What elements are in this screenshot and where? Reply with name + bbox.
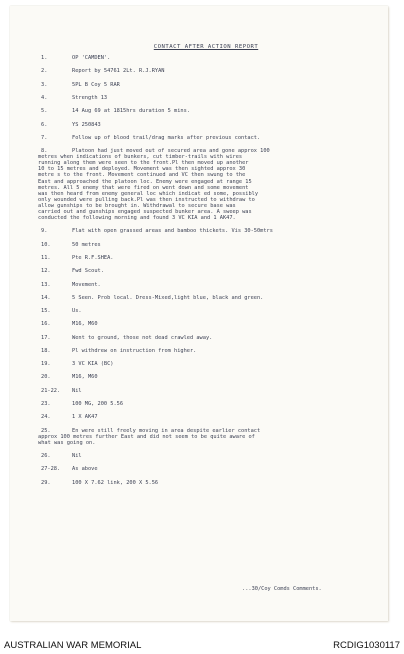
item-text: 1 X AK47 bbox=[72, 414, 98, 421]
item-text: Us. bbox=[72, 308, 82, 315]
report-item bbox=[38, 255, 374, 261]
item-text: 5 Seen. Prob local. Dress-Mixed,light blue, black and green. bbox=[72, 294, 264, 301]
item-text: Nil bbox=[72, 453, 82, 460]
report-item bbox=[38, 228, 374, 234]
item-text: 5PL B Coy 5 RAR bbox=[72, 81, 120, 88]
archive-footer bbox=[0, 636, 404, 654]
item-number: 25. bbox=[41, 427, 51, 434]
item-text: Platoon had just moved out of secured area and gone approx 100 metres when indications of bunkers, cut timber-trails with wires running along them were seen to the front.Pl then moved up another 10 to 15 metres and deployed. Movement was then sighted approx 30 metre s to the front. Movement continued and VC then swung to the East and approached the platoon loc. Enemy were engaged at range 15 metres. All 5 enemy that were fired on went down and some movement was then heard from enemy general loc which indicat ed some, possibly only wounded were pulling back.Pl was then instructed to withdraw to allow gunships to be brought in. Withdrawal to secure base was carried out and gunships engaged suspected bunker area. A sweep was conducted the following morning and found 3 VC KIA and 1 AK47. bbox=[38, 148, 270, 222]
item-number: 8. bbox=[41, 148, 48, 155]
item-text: Report by 54761 2Lt. R.J.RYAN bbox=[72, 68, 165, 75]
item-number: 4. bbox=[41, 94, 48, 101]
report-item bbox=[38, 361, 374, 367]
item-text: 100 MG, 200 5.56 bbox=[72, 401, 124, 408]
report-item bbox=[38, 401, 374, 407]
item-number: 15. bbox=[41, 308, 51, 315]
closing-note: ...30/Coy Comds Comments. bbox=[242, 586, 322, 592]
report-item bbox=[38, 414, 374, 420]
report-item bbox=[38, 268, 374, 274]
report-item bbox=[38, 308, 374, 314]
item-number: 9. bbox=[41, 228, 48, 235]
item-text: Nil bbox=[72, 387, 82, 394]
report-item bbox=[38, 122, 374, 128]
report-item bbox=[38, 108, 374, 114]
item-text: OP 'CAMDEN'. bbox=[72, 55, 111, 62]
report-item bbox=[38, 242, 374, 248]
item-text: Flat with open grassed areas and bamboo thickets. Vis 30-50mtrs bbox=[72, 228, 273, 235]
item-text: 14 Aug 69 at 1815hrs duration 5 mins. bbox=[72, 108, 190, 115]
report-item bbox=[38, 453, 374, 459]
item-number: 26. bbox=[41, 453, 51, 460]
report-item bbox=[38, 374, 374, 380]
report-title: CONTACT AFTER ACTION REPORT bbox=[153, 44, 259, 50]
item-number: 2. bbox=[41, 68, 48, 75]
item-text: YS 250843 bbox=[72, 121, 101, 128]
report-item-8 bbox=[38, 148, 374, 221]
item-number: 21-22. bbox=[41, 387, 61, 394]
item-number: 16. bbox=[41, 321, 51, 328]
item-text: Pte R.F.SHEA. bbox=[72, 254, 114, 261]
report-items-3 bbox=[38, 453, 374, 486]
report-item bbox=[38, 68, 374, 74]
item-number: 12. bbox=[41, 268, 51, 275]
item-text: Strength 13 bbox=[72, 94, 108, 101]
item-number: 10. bbox=[41, 241, 51, 248]
item-number: 19. bbox=[41, 361, 51, 368]
item-number: 24. bbox=[41, 414, 51, 421]
item-number: 27-28. bbox=[41, 466, 61, 473]
item-number: 3. bbox=[41, 81, 48, 88]
item-number: 18. bbox=[41, 347, 51, 354]
item-text: Fwd Scout. bbox=[72, 268, 104, 275]
item-text: M16, M60 bbox=[72, 321, 98, 328]
footer-institution: AUSTRALIAN WAR MEMORIAL bbox=[4, 639, 142, 651]
item-text: Pl withdrew on instruction from higher. bbox=[72, 347, 197, 354]
report-item bbox=[38, 295, 374, 301]
report-items-1 bbox=[38, 55, 374, 141]
report-item bbox=[38, 95, 374, 101]
item-number: 17. bbox=[41, 334, 51, 341]
item-number: 11. bbox=[41, 254, 51, 261]
item-number: 29. bbox=[41, 479, 51, 486]
item-text: Movement. bbox=[72, 281, 101, 288]
item-number: 6. bbox=[41, 121, 48, 128]
report-item bbox=[38, 321, 374, 327]
report-item bbox=[38, 82, 374, 88]
report-body bbox=[38, 44, 374, 493]
report-item bbox=[38, 282, 374, 288]
item-text: En were still freely moving in area despite earlier contact approx 100 metres further East and did not seem to be quite aware of what was going on. bbox=[38, 427, 261, 446]
report-item bbox=[38, 348, 374, 354]
item-number: 13. bbox=[41, 281, 51, 288]
item-text: M16, M60 bbox=[72, 374, 98, 381]
report-item bbox=[38, 466, 374, 472]
footer-reference-id: RCDIG1030117 bbox=[333, 639, 400, 651]
item-number: 23. bbox=[41, 401, 51, 408]
item-text: 3 VC KIA (BC) bbox=[72, 361, 114, 368]
item-number: 7. bbox=[41, 134, 48, 141]
item-text: 50 metres bbox=[72, 241, 101, 248]
document-page bbox=[10, 6, 388, 621]
report-items-2 bbox=[38, 228, 374, 420]
report-item-25 bbox=[38, 428, 374, 446]
report-item bbox=[38, 55, 374, 61]
item-number: 1. bbox=[41, 55, 48, 62]
report-item bbox=[38, 335, 374, 341]
item-text: 100 X 7.62 link, 200 X 5.56 bbox=[72, 479, 159, 486]
item-number: 14. bbox=[41, 294, 51, 301]
item-text: As above bbox=[72, 466, 98, 473]
item-number: 20. bbox=[41, 374, 51, 381]
report-item bbox=[38, 388, 374, 394]
item-number: 5. bbox=[41, 108, 48, 115]
report-item bbox=[38, 480, 374, 486]
item-text: Follow up of blood trail/drag marks after previous contact. bbox=[72, 134, 261, 141]
item-text: Went to ground, those not dead crawled away. bbox=[72, 334, 213, 341]
report-item bbox=[38, 135, 374, 141]
